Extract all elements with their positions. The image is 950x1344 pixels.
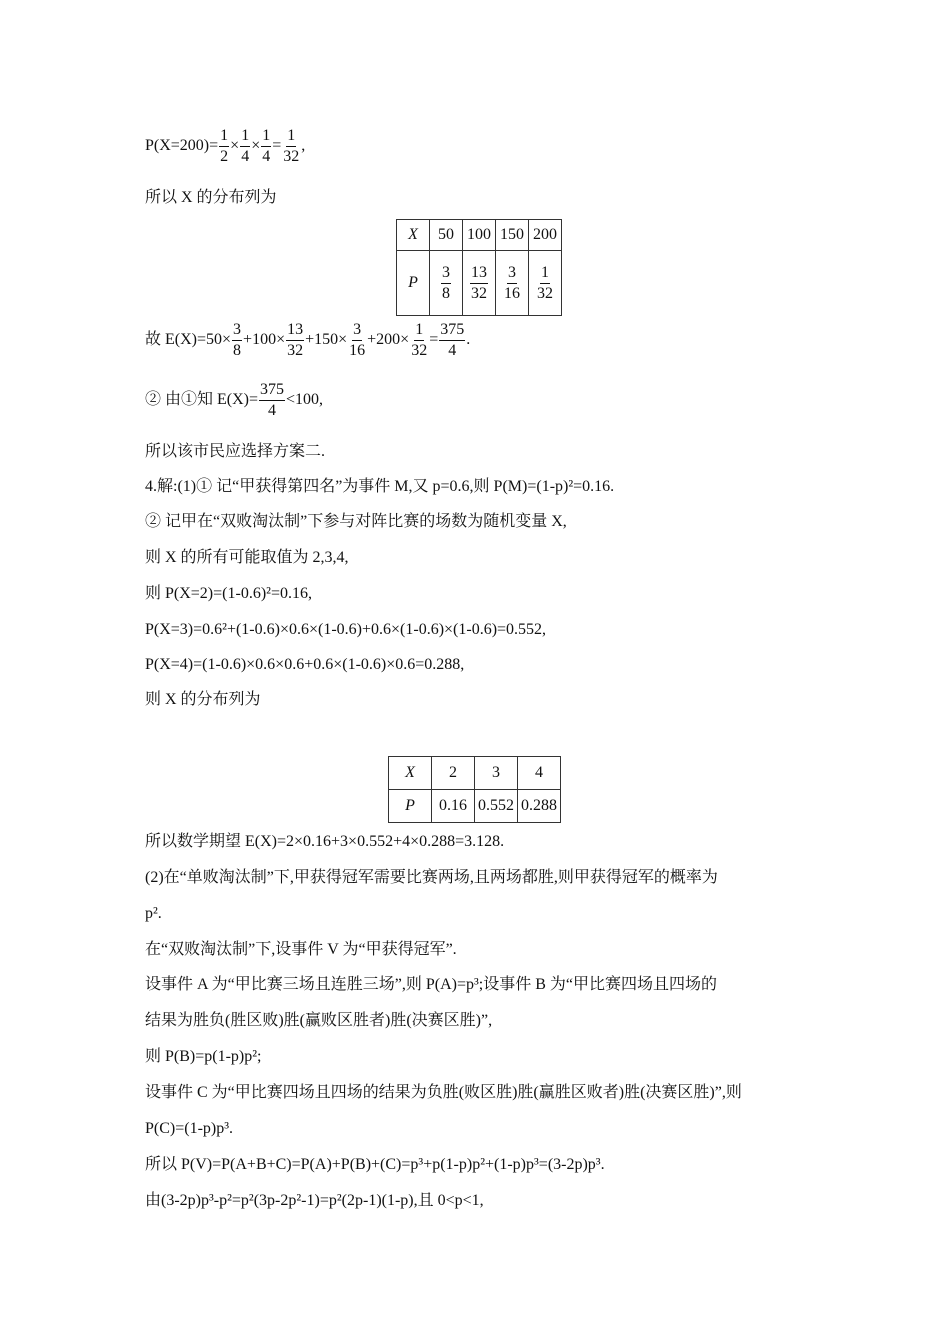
line-16: 在“双败淘汰制”下,设事件 V 为“甲获得冠军”. xyxy=(145,941,457,958)
line-2: 所以 X 的分布列为 xyxy=(145,189,277,206)
line-12: 则 X 的分布列为 xyxy=(145,691,261,708)
table-cell: 0.552 xyxy=(475,790,518,823)
line-7: ② 记甲在“双败淘汰制”下参与对阵比赛的场数为随机变量 X, xyxy=(145,513,567,530)
line-6: 4.解:(1)① 记“甲获得第四名”为事件 M,又 p=0.6,则 P(M)=(1-p)²=0.16. xyxy=(145,478,615,495)
line-9: 则 P(X=2)=(1-0.6)²=0.16, xyxy=(145,585,312,602)
fraction: $\frac{1}{4}$ xyxy=(262,127,271,165)
table-cell: 4 xyxy=(518,757,561,790)
table-cell: $\frac{13}{32}$ xyxy=(463,251,496,316)
fraction: $\frac{1}{2}$ xyxy=(220,127,229,165)
table-cell: $\frac{3}{8}$ xyxy=(430,251,463,316)
table-cell: $\frac{3}{16}$ xyxy=(496,251,529,316)
line-17: 设事件 A 为“甲比赛三场且连胜三场”,则 P(A)=p³;设事件 B 为“甲比赛四场且四场的 xyxy=(145,976,718,993)
table-cell: 3 xyxy=(475,757,518,790)
line-px200: P(X=200)= $\frac{1}{2}$ × $\frac{1}{4}$ × $\frac{1}{4}$ = $\frac{1}{32}$ , xyxy=(145,127,306,165)
table-cell: 50 xyxy=(430,220,463,251)
table-cell: 2 xyxy=(432,757,475,790)
line-10: P(X=3)=0.6²+(1-0.6)×0.6×(1-0.6)+0.6×(1-0.6)×(1-0.6)=0.552, xyxy=(145,621,547,638)
line-23: 由(3-2p)p³-p²=p²(3p-2p²-1)=p²(2p-1)(1-p),且 0<p<1, xyxy=(145,1192,484,1209)
line-19: 则 P(B)=p(1-p)p²; xyxy=(145,1048,262,1065)
table-cell: P xyxy=(397,251,430,316)
line-21: P(C)=(1-p)p³. xyxy=(145,1120,234,1137)
table-cell: 0.16 xyxy=(432,790,475,823)
table-cell: P xyxy=(389,790,432,823)
line-11: P(X=4)=(1-0.6)×0.6×0.6+0.6×(1-0.6)×0.6=0.288, xyxy=(145,656,465,673)
line-20: 设事件 C 为“甲比赛四场且四场的结果为负胜(败区胜)胜(赢胜区败者)胜(决赛区胜)”,则 xyxy=(145,1084,742,1101)
line-5: 所以该市民应选择方案二. xyxy=(145,443,326,460)
line-ex-1: 故 E(X)=50× $\frac{3}{8}$ +100× $\frac{13}{32}$ +150× $\frac{3}{16}$ +200× $\frac{1}{32}$ = $\frac{375}{4}$ . xyxy=(145,321,471,359)
table-cell: X xyxy=(389,757,432,790)
table-cell: 150 xyxy=(496,220,529,251)
line-14: (2)在“单败淘汰制”下,甲获得冠军需要比赛两场,且两场都胜,则甲获得冠军的概率为 xyxy=(145,869,718,886)
line-8: 则 X 的所有可能取值为 2,3,4, xyxy=(145,549,349,566)
line-18: 结果为胜负(胜区败)胜(赢败区胜者)胜(决赛区胜)”, xyxy=(145,1012,493,1029)
line-ex-2: ② 由①知 E(X)= $\frac{375}{4}$ <100, xyxy=(145,381,324,419)
distribution-table-2 xyxy=(388,756,561,823)
line-15: p². xyxy=(145,905,162,922)
fraction: $\frac{1}{4}$ xyxy=(241,127,250,165)
fraction: $\frac{1}{32}$ xyxy=(283,127,300,165)
table-cell: $\frac{1}{32}$ xyxy=(529,251,562,316)
table-cell: 0.288 xyxy=(518,790,561,823)
line-13: 所以数学期望 E(X)=2×0.16+3×0.552+4×0.288=3.128. xyxy=(145,833,505,850)
table-cell: 200 xyxy=(529,220,562,251)
table-cell: X xyxy=(397,220,430,251)
line-22: 所以 P(V)=P(A+B+C)=P(A)+P(B)+(C)=p³+p(1-p)p²+(1-p)p³=(3-2p)p³. xyxy=(145,1156,605,1173)
table-cell: 100 xyxy=(463,220,496,251)
distribution-table-1 xyxy=(396,219,562,316)
px200-left: P(X=200)= xyxy=(145,137,219,155)
